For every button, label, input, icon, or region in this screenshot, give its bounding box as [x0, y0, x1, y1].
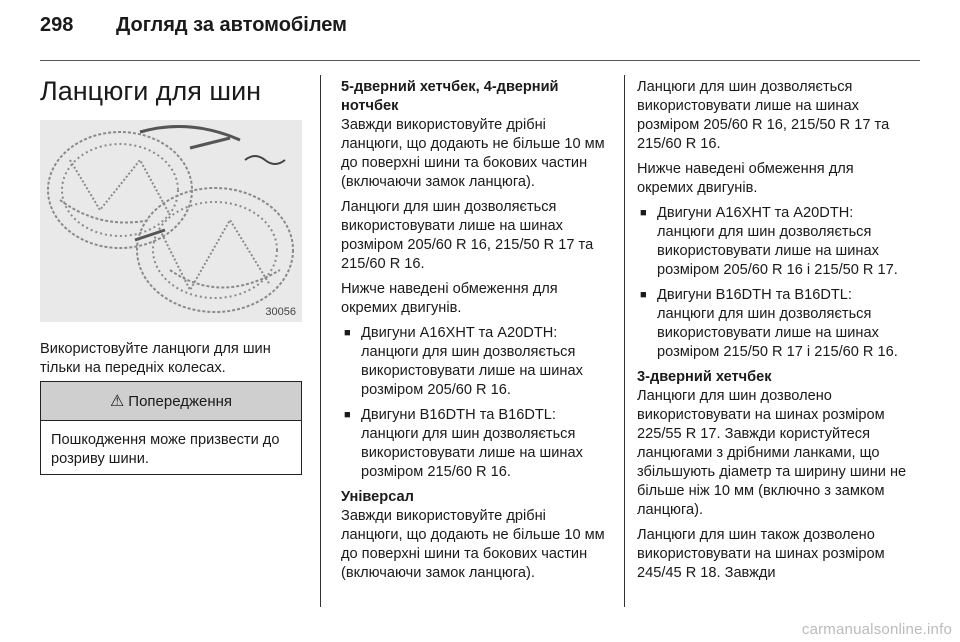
watermark: carmanualsonline.info	[801, 621, 952, 638]
tire-chains-illustration	[40, 120, 302, 322]
paragraph: Ланцюги для шин дозволяється використовувати лише на шинах розміром 205/60 R 16, 215/50 R 17 та 215/60 R 16.	[637, 79, 890, 152]
warning-body: Пошкодження може призвести до розриву шини.	[51, 432, 280, 467]
warning-header	[41, 382, 301, 421]
paragraph: Ланцюги для шин дозволено використовувати на шинах розміром 225/55 R 17. Завжди користуйтеся ланцюгами з дрібними ланками, що збільшують діаметр та ширину шини не більше ніж 10 мм (включно з замком ланцюга).	[637, 388, 907, 518]
subheading: 5-дверний хетчбек, 4-дверний нотчбек	[341, 79, 559, 114]
column-3-text	[637, 78, 912, 589]
paragraph: Використовуйте ланцюги для шин тільки на передніх колесах.	[40, 341, 271, 376]
warning-title: Попередження	[128, 392, 233, 410]
list-item: ■ Двигуни B16DTH та B16DTL: ланцюги для шин дозволяється використовувати лише на шинах розміром 215/50 R 17 і 215/60 R 16.	[637, 286, 912, 362]
list-item: ■ Двигуни A16XHT та A20DTH: ланцюги для шин дозволяється використовувати лише на шинах розміром 205/60 R 16 і 215/50 R 17.	[637, 204, 912, 280]
bullet-list	[341, 324, 611, 482]
column-1-text	[40, 340, 302, 384]
figure-number: 30056	[265, 306, 296, 318]
column-2-text	[341, 78, 611, 589]
paragraph: Ланцюги для шин також дозволено використовувати на шинах розміром 245/45 R 18. Завжди	[637, 527, 885, 581]
paragraph: Завжди використовуйте дрібні ланцюги, що додають не більше 10 мм до поверхні шини та бокових частин (включаючи замок ланцюга).	[341, 117, 605, 190]
column-divider	[624, 75, 625, 607]
paragraph: Нижче наведені обмеження для окремих двигунів.	[341, 281, 558, 316]
section-title: Ланцюги для шин	[40, 76, 262, 106]
paragraph: Завжди використовуйте дрібні ланцюги, що додають не більше 10 мм до поверхні шини та бокових частин (включаючи замок ланцюга).	[341, 508, 605, 581]
list-item: ■ Двигуни B16DTH та B16DTL: ланцюги для шин дозволяється використовувати лише на шинах розміром 215/60 R 16.	[341, 406, 611, 482]
page-header	[40, 14, 920, 46]
chapter-title: Догляд за автомобілем	[116, 14, 347, 36]
tire-chains-drawing	[40, 120, 302, 322]
header-rule	[40, 60, 920, 61]
column-divider	[320, 75, 321, 607]
page-number: 298	[40, 14, 74, 36]
bullet-list	[637, 204, 912, 362]
warning-box	[40, 381, 302, 475]
warning-icon: ⚠	[109, 393, 125, 410]
paragraph: Ланцюги для шин дозволяється використовувати лише на шинах розміром 205/60 R 16, 215/50 R 17 та 215/60 R 16.	[341, 199, 594, 272]
subheading: 3-дверний хетчбек	[637, 369, 772, 385]
list-item: ■ Двигуни A16XHT та A20DTH: ланцюги для шин дозволяється використовувати лише на шинах розміром 205/60 R 16.	[341, 324, 611, 400]
paragraph: Нижче наведені обмеження для окремих двигунів.	[637, 161, 854, 196]
subheading: Універсал	[341, 489, 414, 505]
